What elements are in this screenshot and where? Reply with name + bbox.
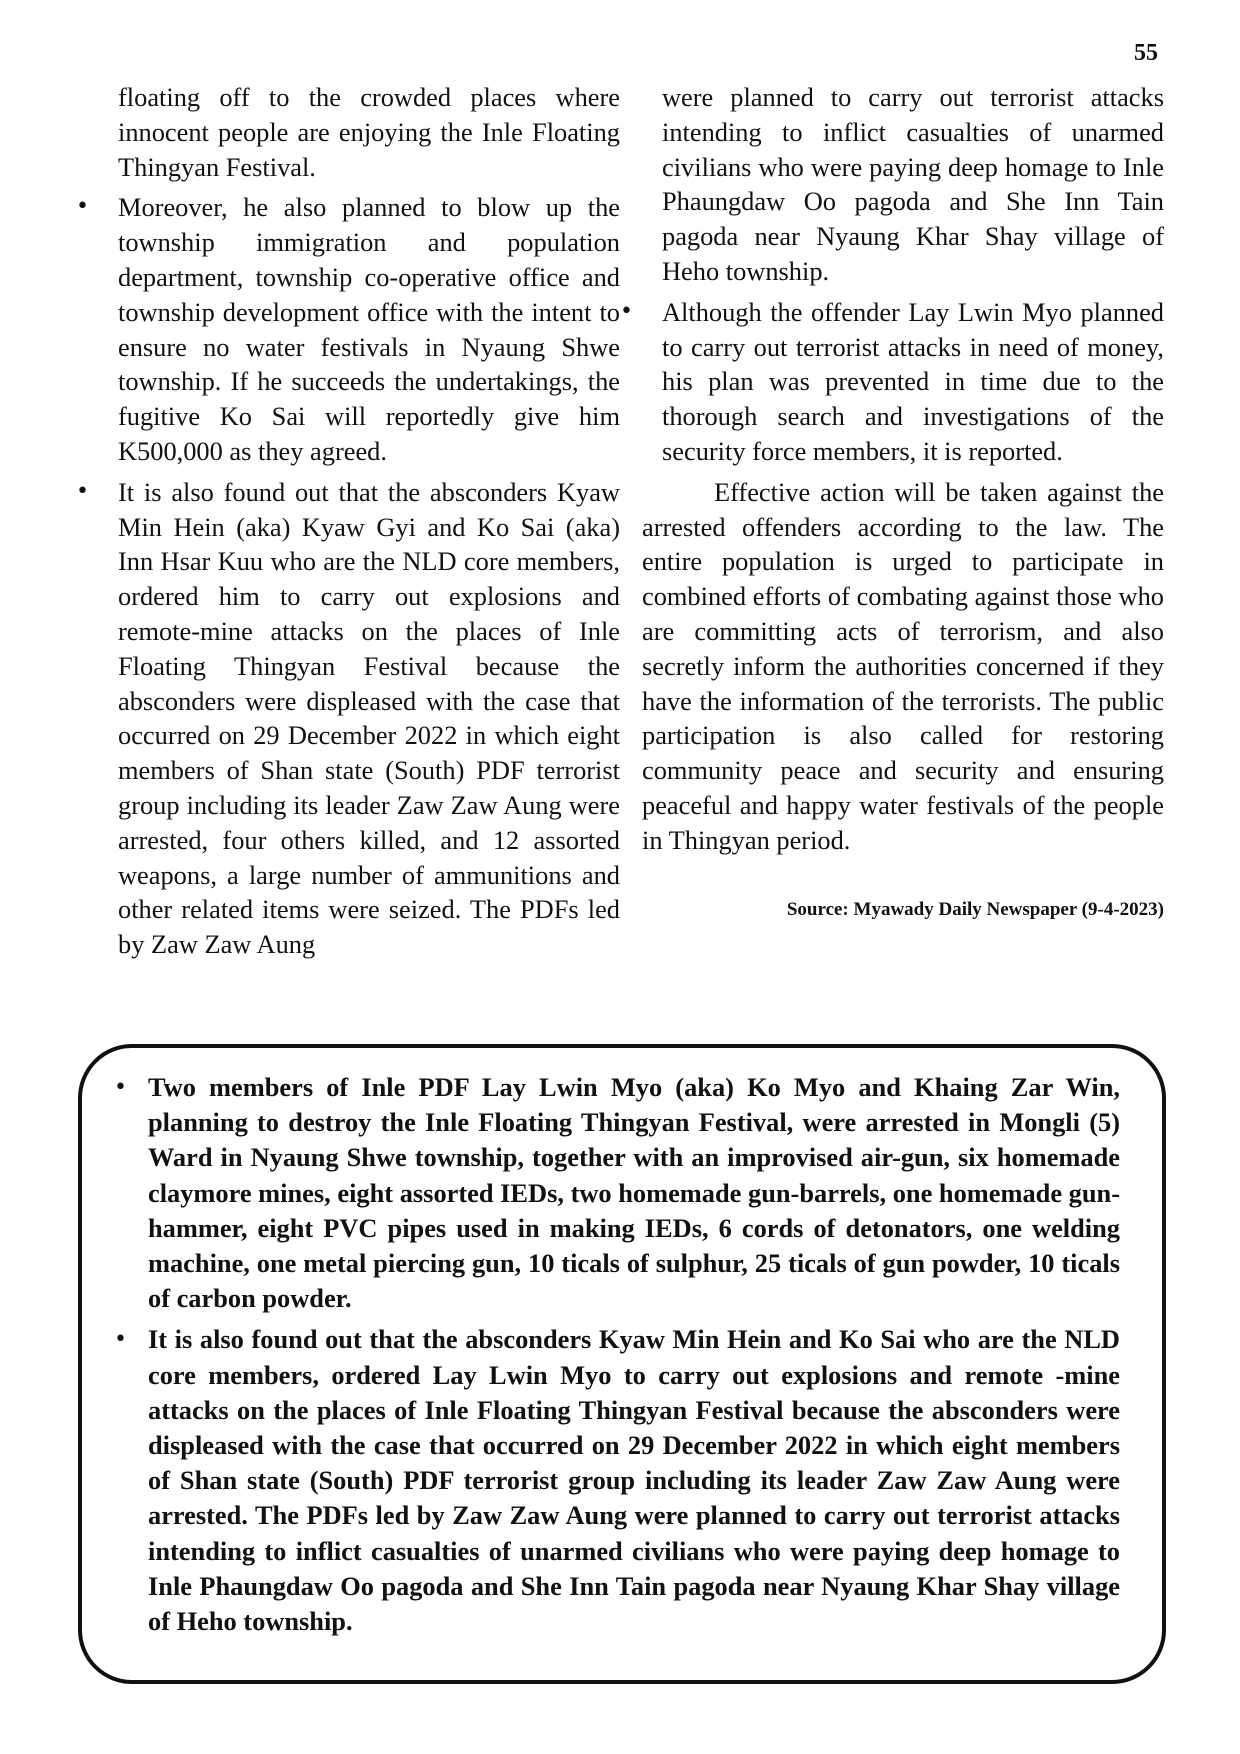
source-citation: Source: Myawady Daily Newspaper (9-4-2023) [786, 898, 1164, 920]
continuation-paragraph: were planned to carry out terrorist attacks intending to inflict casualties of unarmed civilians who were paying deep homage to Inle Phaungdaw Oo pagoda and She Inn Tain pagoda near Nyaung Khar Shay village of Heho township. [662, 82, 1164, 286]
summary-item: • Two members of Inle PDF Lay Lwin Myo (aka) Ko Myo and Khaing Zar Win, planning to destroy the Inle Floating Thingyan Festival, were arrested in Mongli (5) Ward in Nyaung Shwe township, together with an improvised air-gun, six homemade claymore mines, eight assorted IEDs, two homemade gun-barrels, one homemade gun-hammer, eight PVC pipes used in making IEDs, 6 cords of detonators, one welding machine, one metal piercing gun, 10 ticals of sulphur, 25 ticals of gun powder, 10 ticals of carbon powder. [148, 1070, 1120, 1316]
summary-item: • It is also found out that the absconders Kyaw Min Hein and Ko Sai who are the NLD core members, ordered Lay Lwin Myo to carry out explosions and remote -mine attacks on the places of Inle Floating Thingyan Festival because the absconders were displeased with the case that occurred on 29 December 2022 in which eight members of Shan state (South) PDF terrorist group including its leader Zaw Zaw Aung were arrested. The PDFs led by Zaw Zaw Aung were planned to carry out terrorist attacks intending to inflict casualties of unarmed civilians who were paying deep homage to Inle Phaungdaw Oo pagoda and She Inn Tain pagoda near Nyaung Khar Shay village of Heho township. [148, 1322, 1120, 1639]
list-item: • It is also found out that the absconders Kyaw Min Hein (aka) Kyaw Gyi and Ko Sai (aka) Inn Hsar Kuu who are the NLD core members, ordered him to carry out explosions and remote-mine attacks on the places of Inle Floating Thingyan Festival because the absconders were displeased with the case that occurred on 29 December 2022 in which eight members of Shan state (South) PDF terrorist group including its leader Zaw Zaw Aung were arrested, four others killed, and 12 assorted weapons, a large number of ammunitions and other related items were seized. The PDFs led by Zaw Zaw Aung [98, 475, 620, 962]
list-item: • Although the offender Lay Lwin Myo planned to carry out terrorist attacks in need of money, his plan was prevented in time due to the thorough search and investigations of the security force members, it is reported. [642, 295, 1164, 469]
bullet-list [98, 190, 620, 962]
bullet-list [642, 295, 1164, 469]
left-column [98, 80, 620, 968]
summary-box [78, 1044, 1166, 1684]
summary-list [148, 1070, 1120, 1639]
right-column [642, 80, 1164, 922]
list-item: • Moreover, he also planned to blow up the township immigration and population department, township co-operative office and township development office with the intent to ensure no water festivals in Nyaung Shwe township. If he succeeds the undertakings, the fugitive Ko Sai will reportedly give him K500,000 as they agreed. [98, 190, 620, 468]
page-number: 55 [1134, 40, 1158, 66]
closing-paragraph: Effective action will be taken against the arrested offenders according to the law. The entire population is urged to participate in combined efforts of combating against those who are committing acts of terrorism, and also secretly inform the authorities concerned if they have the information of the terrorists. The public participation is also called for restoring community peace and security and ensuring peaceful and happy water festivals of the people in Thingyan period. [642, 476, 1164, 855]
continuation-paragraph: floating off to the crowded places where innocent people are enjoying the Inle Floating Thingyan Festival. [118, 82, 620, 182]
